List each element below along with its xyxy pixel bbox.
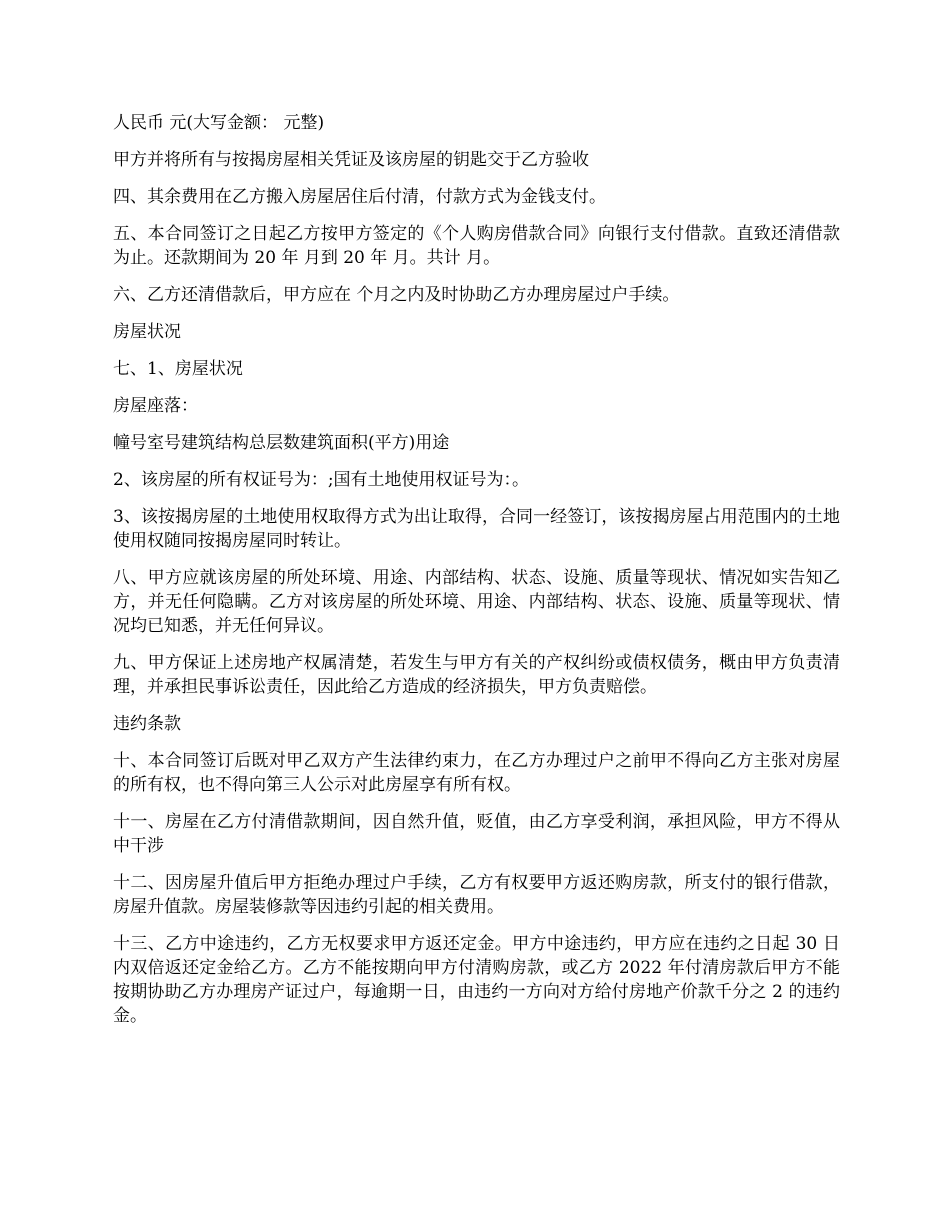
section-heading-house-status: 房屋状况 bbox=[113, 322, 181, 342]
paragraph-keys-handover: 甲方并将所有与按揭房屋相关凭证及该房屋的钥匙交于乙方验收 bbox=[113, 150, 589, 170]
clause-10: 十、本合同签订后既对甲乙双方产生法律约束力，在乙方办理过户之前甲不得向乙方主张对房屋的所有权，也不得向第三人公示对此房屋享有所有权。 bbox=[113, 751, 840, 795]
house-location: 房屋座落： bbox=[113, 396, 198, 416]
clause-12: 十二、因房屋升值后甲方拒绝办理过户手续，乙方有权要甲方返还购房款，所支付的银行借款，房屋升值款。房屋装修款等因违约引起的相关费用。 bbox=[113, 873, 840, 917]
clause-6: 六、乙方还清借款后，甲方应在 个月之内及时协助乙方办理房屋过户手续。 bbox=[113, 285, 680, 305]
clause-11: 十一、房屋在乙方付清借款期间，因自然升值，贬值，由乙方享受利润，承担风险，甲方不得从中干涉 bbox=[113, 812, 840, 856]
clause-13: 十三、乙方中途违约，乙方无权要求甲方返还定金。甲方中途违约，甲方应在违约之日起 30 日内双倍返还定金给乙方。乙方不能按期向甲方付清购房款，或乙方 2022 年付清房款后甲方不能按期协助乙方办理房产证过户，每逾期一日，由违约一方向对方给付房地产价款千分之 2 的违约金。 bbox=[113, 934, 840, 1026]
document-body bbox=[113, 111, 840, 1041]
clause-8: 八、甲方应就该房屋的所处环境、用途、内部结构、状态、设施、质量等现状、情况如实告知乙方，并无任何隐瞒。乙方对该房屋的所处环境、用途、内部结构、状态、设施、质量等现状、情况均已知悉，并无任何异议。 bbox=[113, 568, 840, 636]
clause-9: 九、甲方保证上述房地产权属清楚，若发生与甲方有关的产权纠纷或债权债务，概由甲方负责清理，并承担民事诉讼责任，因此给乙方造成的经济损失，甲方负责赔偿。 bbox=[113, 653, 840, 697]
clause-4: 四、其余费用在乙方搬入房屋居住后付清，付款方式为金钱支付。 bbox=[113, 187, 606, 207]
clause-7-3: 3、该按揭房屋的土地使用权取得方式为出让取得，合同一经签订，该按揭房屋占用范围内的土地使用权随同按揭房屋同时转让。 bbox=[113, 507, 840, 551]
section-heading-breach: 违约条款 bbox=[113, 714, 181, 734]
house-attributes: 幢号室号建筑结构总层数建筑面积(平方)用途 bbox=[113, 433, 450, 453]
clause-7-2: 2、该房屋的所有权证号为：;国有土地使用权证号为：。 bbox=[113, 470, 530, 490]
clause-7-1: 七、1、房屋状况 bbox=[113, 359, 243, 379]
clause-5: 五、本合同签订之日起乙方按甲方签定的《个人购房借款合同》向银行支付借款。直致还清借款为止。还款期间为 20 年 月到 20 年 月。共计 月。 bbox=[113, 224, 840, 268]
paragraph-amount: 人民币 元(大写金额： 元整) bbox=[113, 113, 325, 133]
